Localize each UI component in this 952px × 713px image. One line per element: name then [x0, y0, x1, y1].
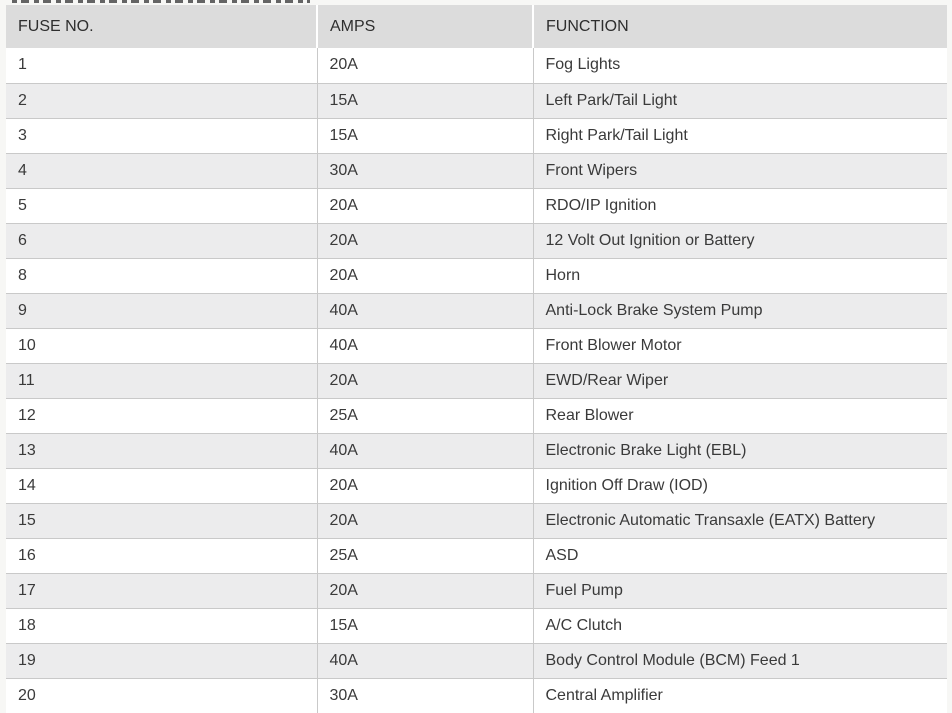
function-cell: Electronic Automatic Transaxle (EATX) Battery: [533, 503, 947, 538]
function-cell: 12 Volt Out Ignition or Battery: [533, 223, 947, 258]
table-row: [6, 188, 947, 223]
cropped-text-remnant: [12, 0, 310, 3]
table-row: [6, 153, 947, 188]
amps-cell: 30A: [317, 678, 533, 713]
column-header-amps: AMPS: [317, 5, 533, 48]
table-row: [6, 433, 947, 468]
function-cell: Fuel Pump: [533, 573, 947, 608]
table-row: [6, 118, 947, 153]
fuse-no-cell: 11: [6, 363, 317, 398]
amps-cell: 40A: [317, 328, 533, 363]
fuse-table-header: [6, 5, 947, 48]
amps-cell: 20A: [317, 223, 533, 258]
amps-cell: 20A: [317, 188, 533, 223]
function-cell: RDO/IP Ignition: [533, 188, 947, 223]
fuse-no-cell: 15: [6, 503, 317, 538]
amps-cell: 15A: [317, 118, 533, 153]
amps-cell: 15A: [317, 83, 533, 118]
table-row: [6, 328, 947, 363]
function-cell: Rear Blower: [533, 398, 947, 433]
table-row: [6, 468, 947, 503]
fuse-no-cell: 13: [6, 433, 317, 468]
fuse-no-cell: 4: [6, 153, 317, 188]
fuse-no-cell: 16: [6, 538, 317, 573]
table-row: [6, 293, 947, 328]
amps-cell: 40A: [317, 293, 533, 328]
fuse-no-cell: 9: [6, 293, 317, 328]
table-row: [6, 643, 947, 678]
function-cell: Anti-Lock Brake System Pump: [533, 293, 947, 328]
fuse-table-body: [6, 48, 947, 713]
amps-cell: 20A: [317, 503, 533, 538]
table-row: [6, 608, 947, 643]
column-header-fuse-no: FUSE NO.: [6, 5, 317, 48]
fuse-no-cell: 8: [6, 258, 317, 293]
function-cell: Electronic Brake Light (EBL): [533, 433, 947, 468]
function-cell: Right Park/Tail Light: [533, 118, 947, 153]
function-cell: Left Park/Tail Light: [533, 83, 947, 118]
amps-cell: 20A: [317, 363, 533, 398]
function-cell: EWD/Rear Wiper: [533, 363, 947, 398]
function-cell: ASD: [533, 538, 947, 573]
table-row: [6, 398, 947, 433]
fuse-no-cell: 19: [6, 643, 317, 678]
function-cell: Front Wipers: [533, 153, 947, 188]
fuse-no-cell: 18: [6, 608, 317, 643]
fuse-table: [6, 5, 947, 713]
table-row: [6, 258, 947, 293]
fuse-no-cell: 20: [6, 678, 317, 713]
amps-cell: 20A: [317, 468, 533, 503]
amps-cell: 15A: [317, 608, 533, 643]
fuse-no-cell: 5: [6, 188, 317, 223]
header-row: [6, 5, 947, 48]
function-cell: Horn: [533, 258, 947, 293]
fuse-no-cell: 12: [6, 398, 317, 433]
amps-cell: 25A: [317, 398, 533, 433]
column-header-function: FUNCTION: [533, 5, 947, 48]
amps-cell: 20A: [317, 48, 533, 83]
amps-cell: 25A: [317, 538, 533, 573]
fuse-no-cell: 17: [6, 573, 317, 608]
function-cell: Central Amplifier: [533, 678, 947, 713]
function-cell: Ignition Off Draw (IOD): [533, 468, 947, 503]
function-cell: Fog Lights: [533, 48, 947, 83]
table-row: [6, 678, 947, 713]
table-row: [6, 363, 947, 398]
table-row: [6, 503, 947, 538]
function-cell: Front Blower Motor: [533, 328, 947, 363]
amps-cell: 30A: [317, 153, 533, 188]
fuse-no-cell: 10: [6, 328, 317, 363]
fuse-no-cell: 6: [6, 223, 317, 258]
amps-cell: 40A: [317, 643, 533, 678]
fuse-no-cell: 1: [6, 48, 317, 83]
fuse-no-cell: 2: [6, 83, 317, 118]
function-cell: A/C Clutch: [533, 608, 947, 643]
table-row: [6, 538, 947, 573]
table-row: [6, 83, 947, 118]
fuse-no-cell: 3: [6, 118, 317, 153]
amps-cell: 20A: [317, 573, 533, 608]
table-row: [6, 48, 947, 83]
amps-cell: 20A: [317, 258, 533, 293]
fuse-no-cell: 14: [6, 468, 317, 503]
table-row: [6, 573, 947, 608]
function-cell: Body Control Module (BCM) Feed 1: [533, 643, 947, 678]
amps-cell: 40A: [317, 433, 533, 468]
table-row: [6, 223, 947, 258]
